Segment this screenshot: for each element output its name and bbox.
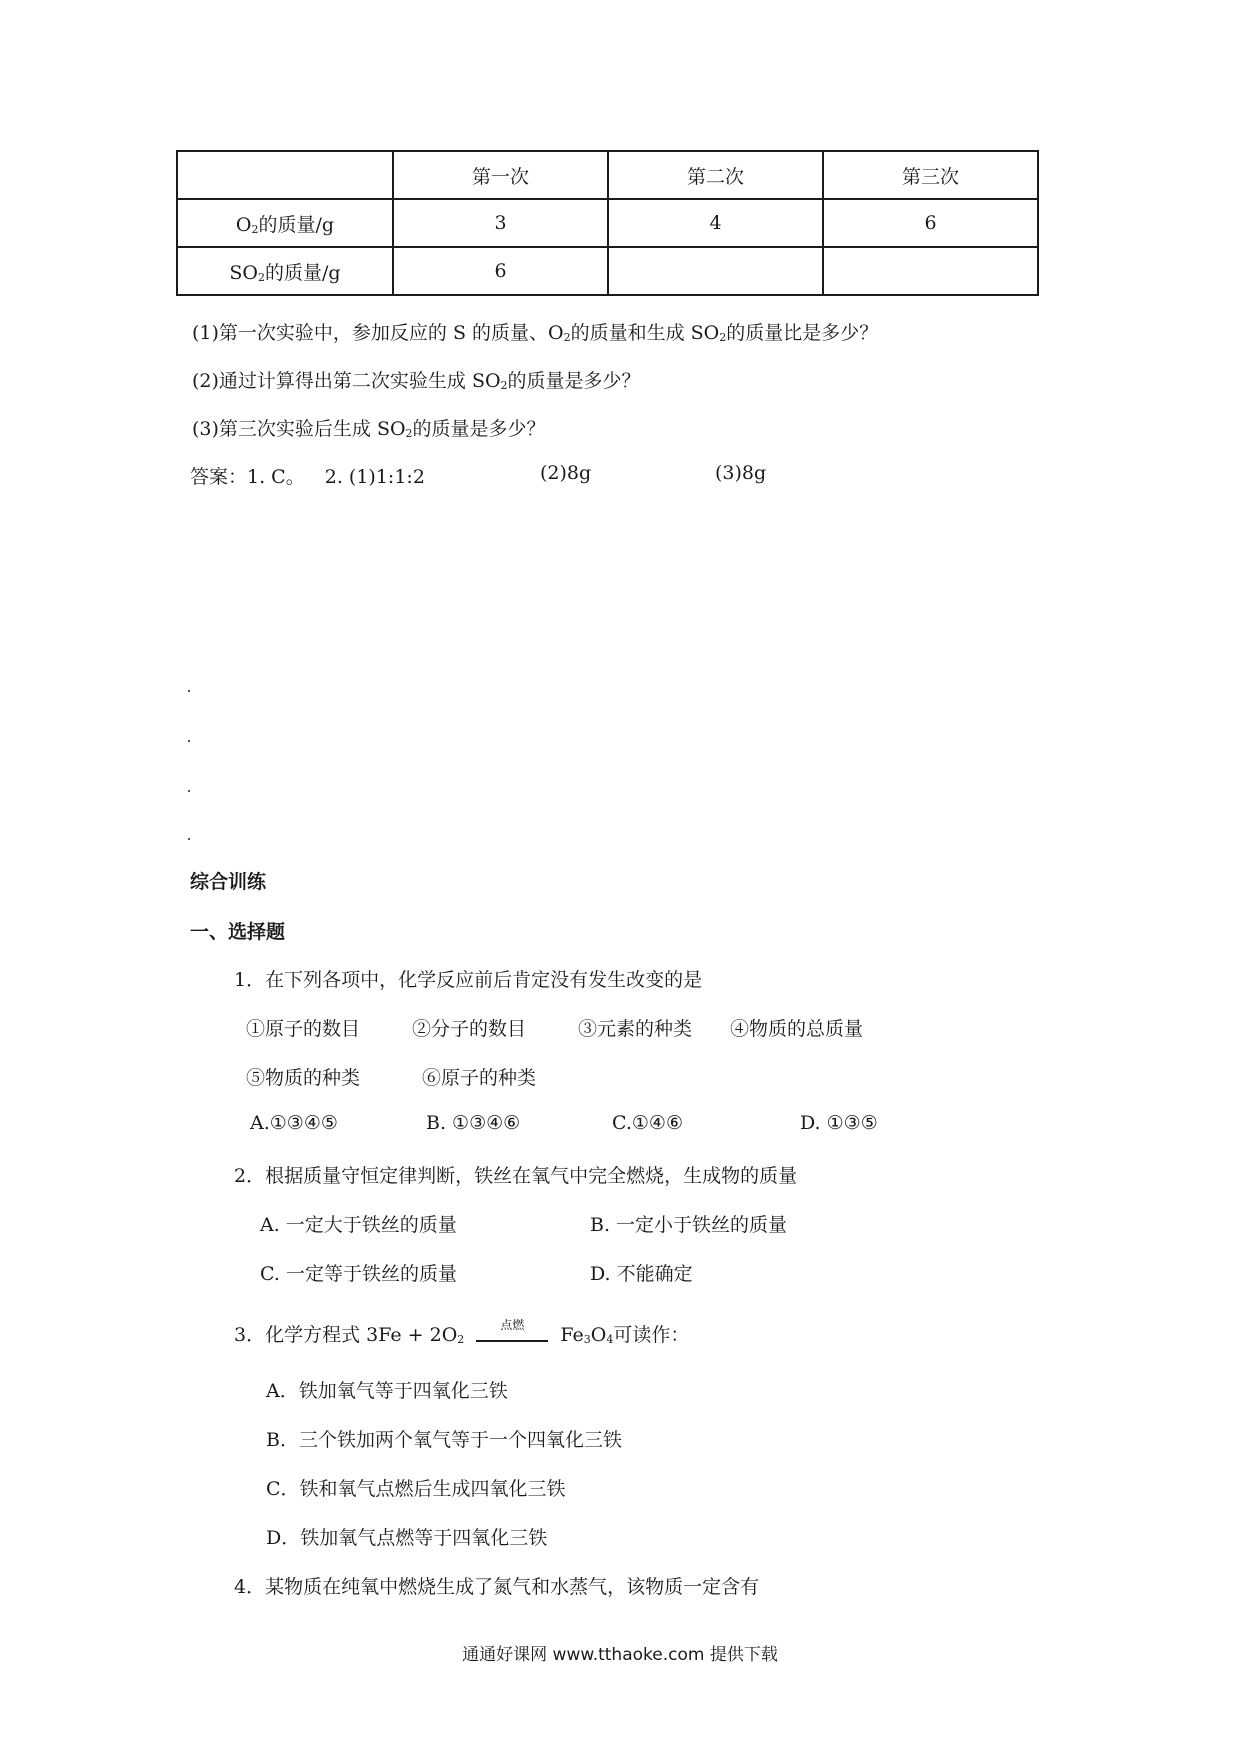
stray-dot: [188, 740, 190, 742]
table-cell: [823, 247, 1038, 295]
item-2-choice-b: B. 一定小于铁丝的质量: [590, 1214, 788, 1236]
table-cell: [608, 247, 823, 295]
table-corner-cell: [177, 151, 393, 199]
item-2-choice-c: C. 一定等于铁丝的质量: [260, 1263, 457, 1285]
table-header-cell: 第一次: [393, 151, 608, 199]
item-3-choice-d: D．铁加氧气点燃等于四氧化三铁: [266, 1527, 548, 1549]
section-title: 综合训练: [190, 871, 267, 893]
question-3: (3)第三次实验后生成 $SO_2$的质量是多少？: [192, 418, 546, 440]
item-3-choice-b: B．三个铁加两个氧气等于一个四氧化三铁: [266, 1429, 622, 1451]
question-2: (2)通过计算得出第二次实验生成 $SO_2$的质量是多少？: [192, 370, 641, 392]
item-2-stem: 2．根据质量守恒定律判断，铁丝在氧气中完全燃烧，生成物的质量: [234, 1165, 798, 1187]
stray-dot: [188, 790, 190, 792]
table-row: [177, 199, 1038, 247]
answer-line: 答案：1. C。 2. (1)1:1:2 (2)8g (3)8g: [190, 462, 767, 488]
table-cell: 6: [823, 199, 1038, 247]
item-2-choice-a: A. 一定大于铁丝的质量: [260, 1214, 457, 1236]
question-1: (1)第一次实验中，参加反应的 S 的质量、$O_2$的质量和生成 $SO_2$的质量比是多少？: [192, 322, 879, 344]
item-4-stem: 4．某物质在纯氧中燃烧生成了氮气和水蒸气，该物质一定含有: [234, 1576, 760, 1598]
item-3-choice-a: A．铁加氧气等于四氧化三铁: [266, 1380, 508, 1402]
row-label: $SO_2$的质量/g: [177, 247, 393, 295]
stray-dot: [188, 690, 190, 692]
reaction-arrow: [476, 1318, 548, 1346]
item-1-stem: 1．在下列各项中，化学反应前后肯定没有发生改变的是: [234, 969, 703, 991]
stray-dot: [188, 838, 190, 840]
table-header-row: [177, 151, 1038, 199]
data-table: [176, 150, 1039, 296]
item-2-choice-d: D. 不能确定: [590, 1263, 693, 1285]
item-3-choice-c: C．铁和氧气点燃后生成四氧化三铁: [266, 1478, 566, 1500]
table-cell: 3: [393, 199, 608, 247]
table-header-cell: 第三次: [823, 151, 1038, 199]
page-footer: 通通好课网 www.tthaoke.com 提供下载: [462, 1645, 778, 1665]
table-header-cell: 第二次: [608, 151, 823, 199]
table-row: [177, 247, 1038, 295]
table-cell: 6: [393, 247, 608, 295]
row-label: $O_2$的质量/g: [177, 199, 393, 247]
table-cell: 4: [608, 199, 823, 247]
section-subtitle: 一、选择题: [190, 921, 286, 943]
item-3-stem: 3．化学方程式 $3Fe + 2O_2$ 点燃 $Fe_3O_4$可读作：: [234, 1318, 690, 1346]
reaction-condition: 点燃: [500, 1318, 525, 1332]
